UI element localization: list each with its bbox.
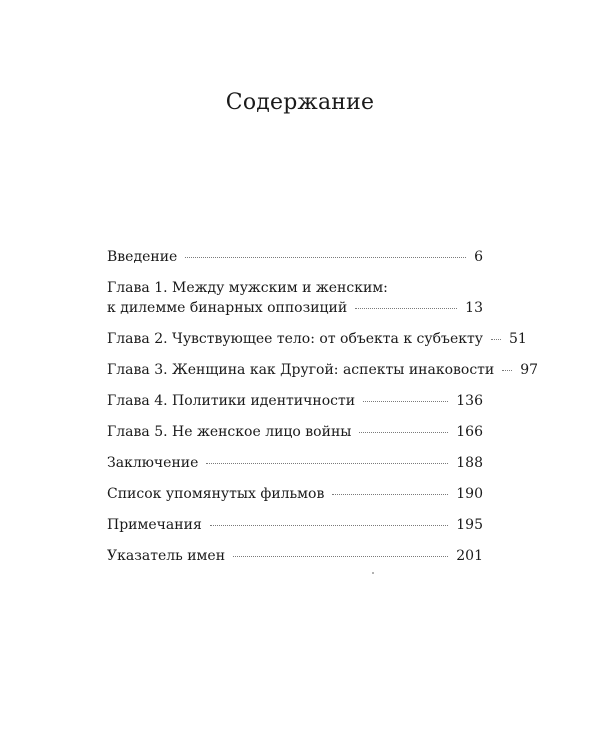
toc-entry-title: Глава 4. Политики идентичности <box>107 393 356 409</box>
toc-entry-title: Введение <box>107 249 178 265</box>
toc-line <box>107 278 483 298</box>
dot-leader <box>355 308 457 309</box>
toc-entry-title-continued: к дилемме бинарных оппозиций <box>107 300 348 316</box>
toc-line <box>107 329 527 349</box>
toc-page-number: 190 <box>456 486 483 502</box>
toc-entry-title: Глава 5. Не женское лицо войны <box>107 424 352 440</box>
toc-line <box>107 453 483 473</box>
toc-entry-notes[interactable] <box>107 515 483 535</box>
toc-line <box>107 360 539 380</box>
page-title: Содержание <box>225 90 375 115</box>
toc-entry-chapter-2[interactable] <box>107 329 527 349</box>
toc-line <box>107 546 483 566</box>
toc-entry-conclusion[interactable] <box>107 453 483 473</box>
toc-entry-title: Список упомянутых фильмов <box>107 486 325 502</box>
toc-page-number: 201 <box>456 548 483 564</box>
toc-entry-chapter-4[interactable] <box>107 391 483 411</box>
toc-page-number: 6 <box>474 249 483 265</box>
stray-print-mark <box>372 572 374 574</box>
dot-leader <box>185 257 466 258</box>
toc-entry-chapter-5[interactable] <box>107 422 483 442</box>
table-of-contents <box>107 247 539 577</box>
toc-entry-title: Глава 2. Чувствующее тело: от объекта к субъекту <box>107 331 483 347</box>
toc-line <box>107 484 483 504</box>
toc-page-number: 166 <box>456 424 483 440</box>
toc-line <box>107 391 483 411</box>
toc-entry-chapter-3[interactable] <box>107 360 539 380</box>
toc-entry-title: Указатель имен <box>107 548 226 564</box>
toc-line <box>107 422 483 442</box>
toc-entry-title: Глава 1. Между мужским и женским: <box>107 280 388 296</box>
toc-page-number: 13 <box>465 300 483 316</box>
toc-page-number: 195 <box>456 517 483 533</box>
toc-entry-title: Заключение <box>107 455 199 471</box>
dot-leader <box>206 463 448 464</box>
dot-leader <box>502 370 512 371</box>
toc-line <box>107 515 483 535</box>
toc-line <box>107 298 483 318</box>
toc-entry-introduction[interactable] <box>107 247 483 267</box>
toc-entry-film-list[interactable] <box>107 484 483 504</box>
dot-leader <box>210 525 448 526</box>
toc-page-number: 188 <box>456 455 483 471</box>
toc-page-number: 136 <box>456 393 483 409</box>
toc-entry-chapter-1[interactable] <box>107 278 483 318</box>
toc-entry-title: Примечания <box>107 517 202 533</box>
toc-page-number: 51 <box>508 331 527 347</box>
dot-leader <box>233 556 448 557</box>
dot-leader <box>363 401 448 402</box>
toc-line <box>107 247 483 267</box>
toc-entry-title: Глава 3. Женщина как Другой: аспекты инаковости <box>107 362 495 378</box>
toc-entry-name-index[interactable] <box>107 546 483 566</box>
dot-leader <box>359 432 448 433</box>
dot-leader <box>332 494 448 495</box>
dot-leader <box>491 339 501 340</box>
toc-page-number: 97 <box>520 362 539 378</box>
